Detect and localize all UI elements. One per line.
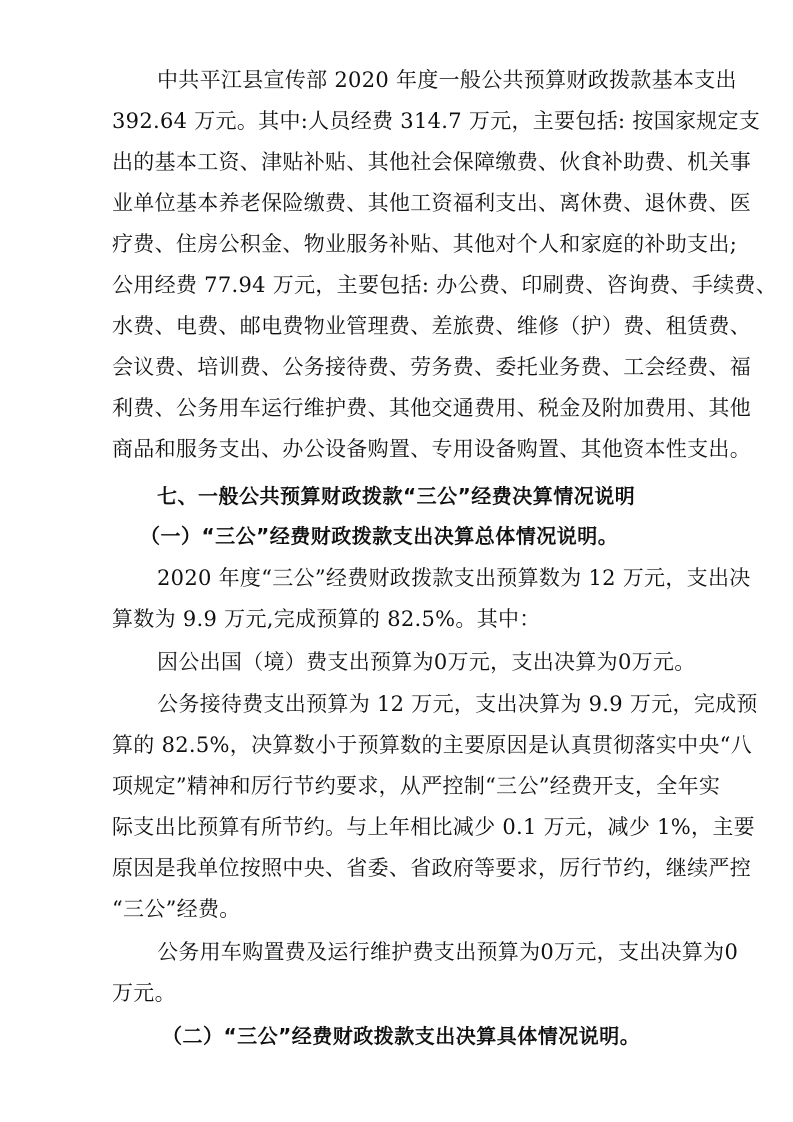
text-line: 算数为 9.9 万元,完成预算的 82.5%。其中：	[112, 607, 541, 631]
text-line: 原因是我单位按照中央、省委、省政府等要求，厉行节约，继续严控	[112, 856, 751, 880]
paragraph-abroad-expense: 因公出国（境）费支出预算为0万元，支出决算为0万元。	[157, 650, 696, 674]
text-line: 2020 年度“三公”经费财政拨款支出预算数为 12 万元，支出决	[157, 566, 751, 590]
text-line: 利费、公务用车运行维护费、其他交通费用、税金及附加费用、其他	[112, 396, 751, 420]
subsection-heading-overall: （一）“三公”经费财政拨款支出决算总体情况说明。	[140, 524, 619, 548]
text-line: “三公”经费。	[112, 897, 241, 921]
text-line: 际支出比预算有所节约。与上年相比减少 0.1 万元，减少 1%，主要	[112, 815, 755, 839]
text-line: 水费、电费、邮电费物业管理费、差旅费、维修（护）费、租赁费、	[112, 314, 751, 338]
text-line: 公务用车购置费及运行维护费支出预算为0万元，支出决算为0	[157, 940, 739, 964]
text-line: 项规定”精神和厉行节约要求，从严控制“三公”经费开支，全年实	[112, 774, 721, 798]
text-line: 业单位基本养老保险缴费、其他工资福利支出、离休费、退休费、医	[112, 191, 751, 215]
text-line: 中共平江县宣传部 2020 年度一般公共预算财政拨款基本支出	[157, 68, 737, 92]
text-line: 疗费、住房公积金、物业服务补贴、其他对个人和家庭的补助支出;	[112, 232, 738, 256]
text-line: 392.64 万元。其中:人员经费 314.7 万元，主要包括: 按国家规定支	[112, 109, 761, 133]
text-line: 公用经费 77.94 万元，主要包括: 办公费、印刷费、咨询费、手续费、	[112, 273, 778, 297]
text-line: 算的 82.5%，决算数小于预算数的主要原因是认真贯彻落实中央“八	[112, 733, 753, 757]
text-line: 公务接待费支出预算为 12 万元，支出决算为 9.9 万元，完成预	[157, 692, 758, 716]
text-line: 商品和服务支出、办公设备购置、专用设备购置、其他资本性支出。	[112, 437, 751, 461]
text-line: 万元。	[112, 981, 176, 1005]
subsection-heading-details: （二）“三公”经费财政拨款支出决算具体情况说明。	[162, 1024, 641, 1048]
section-heading-seven: 七、一般公共预算财政拨款“三公”经费决算情况说明	[157, 484, 636, 508]
text-line: 出的基本工资、津贴补贴、其他社会保障缴费、伙食补助费、机关事	[112, 150, 751, 174]
text-line: 会议费、培训费、公务接待费、劳务费、委托业务费、工会经费、福	[112, 355, 751, 379]
